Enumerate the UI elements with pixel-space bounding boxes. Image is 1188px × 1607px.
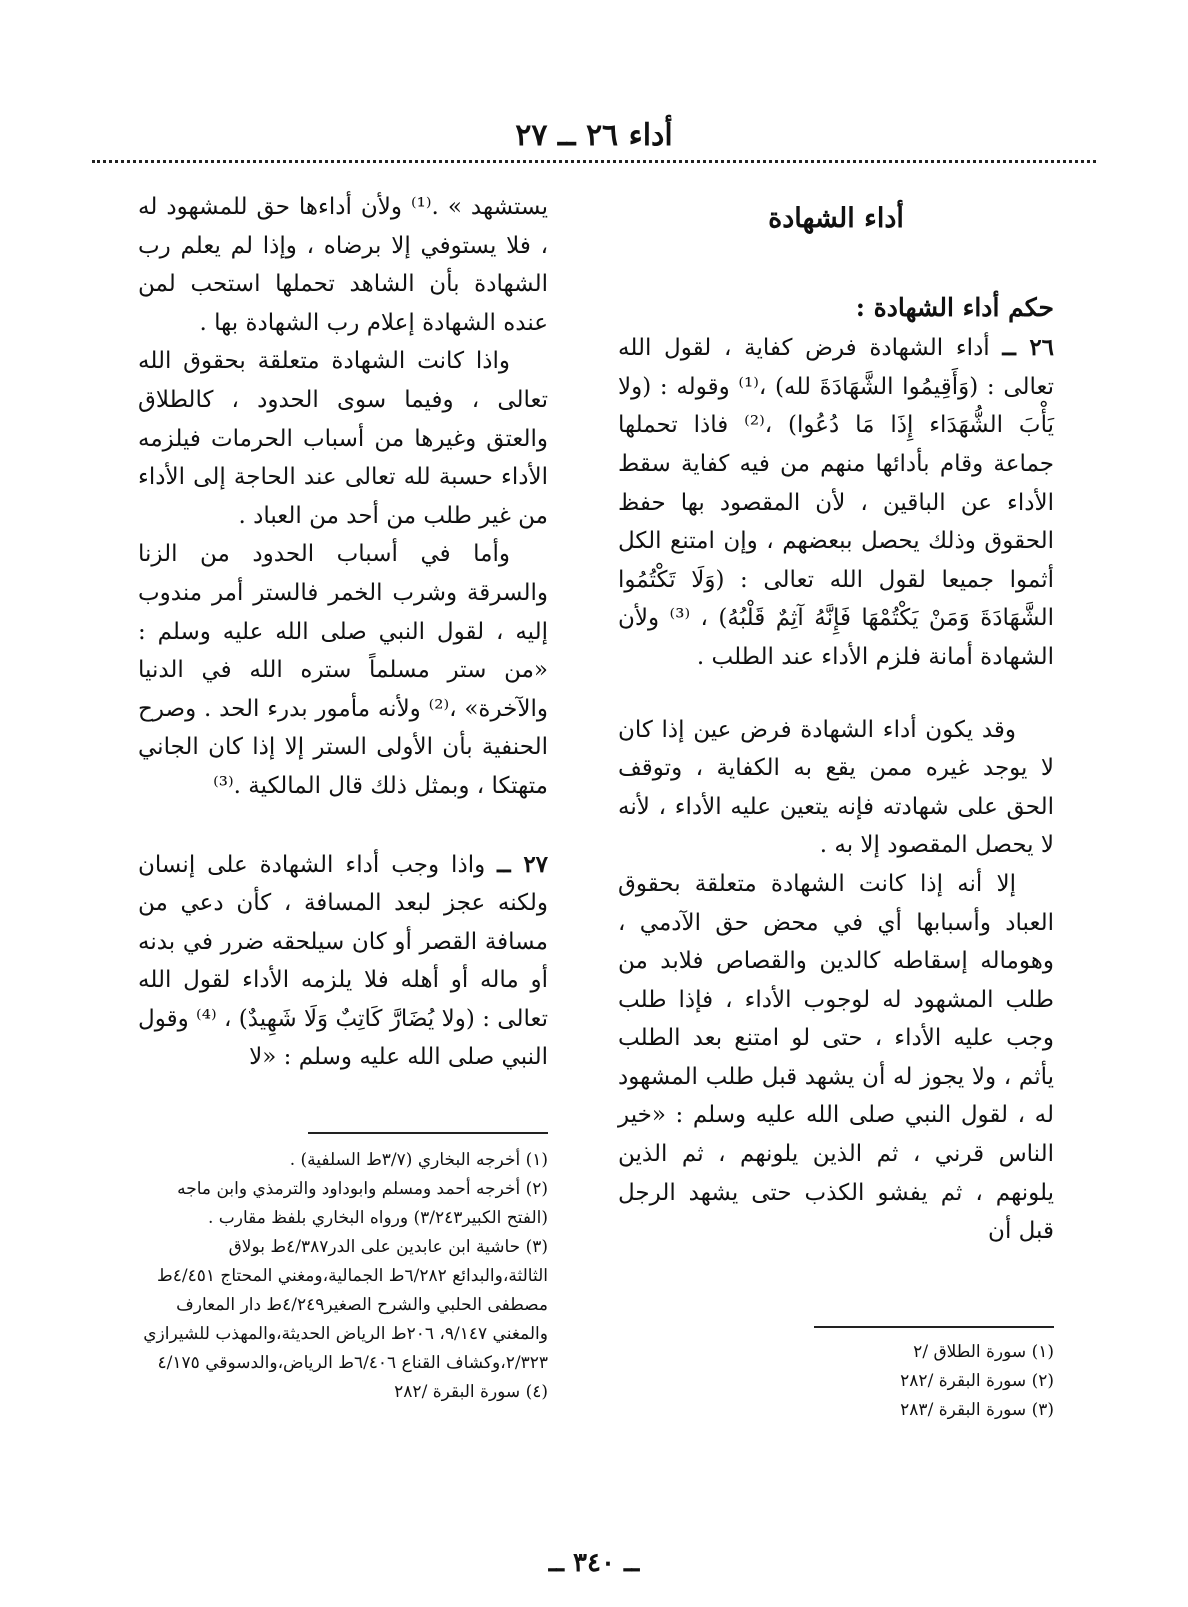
header-dotted-rule — [92, 160, 1096, 163]
page-number: ــ ٣٤٠ ــ — [548, 1548, 640, 1578]
paragraph: وقد يكون أداء الشهادة فرض عين إذا كان لا يوجد غيره ممن يقع به الكفاية ، وتوقف الحق على شهادته فإنه يتعين عليه الأداء ، لأنه لا يحصل المقصود إلا به . — [618, 716, 1054, 859]
paragraph: يستشهد » .⁽¹⁾ ولأن أداءها حق للمشهود له ، فلا يستوفي إلا برضاه ، وإذا لم يعلم رب الشهادة بأن الشاهد تحملها استحب لمن عنده الشهادة إعلام رب الشهادة بها . — [138, 194, 548, 336]
footnote: (٢) سورة البقرة /٢٨٢ — [900, 1371, 1054, 1391]
left-footnotes — [138, 1132, 548, 1407]
right-footnotes — [618, 1326, 1054, 1425]
footnote-rule — [814, 1326, 1054, 1328]
footnote: (٤) سورة البقرة /٢٨٢ — [394, 1382, 548, 1402]
paragraph-26 — [618, 329, 1054, 676]
paragraph-text: أداء الشهادة فرض كفاية ، لقول الله تعالى : (وَأَقِيمُوا الشَّهَادَةَ لله) ،⁽¹⁾ وقوله : (ولا يَأْبَ الشُّهَدَاء إِذَا مَا دُعُوا) ،⁽²⁾ فاذا تحملها جماعة وقام بأدائها منهم من فيه كفاية سقط الأداء عن الباقين ، لأن المقصود بها حفظ الحقوق وذلك يحصل ببعضهم ، وإن امتنع الكل أثموا جميعا لقول الله تعالى : (وَلَا تَكْتُمُوا الشَّهَادَةَ وَمَنْ يَكْتُمْهَا فَإِنَّهُ آثِمٌ قَلْبُهُ) ، ⁽³⁾ ولأن الشهادة أمانة فلزم الأداء عند الطلب . — [618, 335, 1055, 670]
subheading: حكم أداء الشهادة : — [855, 292, 1054, 322]
running-head: أداء ٢٦ ــ ٢٧ — [515, 118, 673, 153]
spacer — [618, 677, 1054, 711]
paragraph-text: واذا وجب أداء الشهادة على إنسان ولكنه عجز لبعد المسافة ، كأن دعي من مسافة القصر أو كان سيلحقه ضرر في بدنه أو ماله أو أهله فلا يلزمه الأداء لقول الله تعالى : (ولا يُضَارَّ كَاتِبٌ وَلَا شَهِيدٌ) ، ⁽⁴⁾ وقول النبي صلى الله عليه وسلم : «لا — [138, 851, 548, 1071]
footnote: (٣) سورة البقرة /٢٨٣ — [900, 1400, 1054, 1420]
paragraph-number: ٢٧ ــ — [497, 850, 549, 878]
paragraph-27 — [138, 846, 548, 1078]
left-column — [138, 188, 548, 1077]
footnote-rule — [308, 1132, 548, 1134]
right-column — [618, 192, 1054, 1251]
footnote: (١) أخرجه البخاري (٣/٧ط السلفية) . — [289, 1150, 548, 1170]
paragraph-number: ٢٦ ــ — [1002, 334, 1055, 362]
paragraph: واذا كانت الشهادة متعلقة بحقوق الله تعالى ، وفيما سوى الحدود ، كالطلاق والعتق وغيرها من أسباب الحرمات فيلزمه الأداء حسبة لله تعالى عند الحاجة إلى الأداء من غير طلب من أحد من العباد . — [138, 348, 548, 529]
spacer — [138, 806, 548, 846]
paragraph: وأما في أسباب الحدود من الزنا والسرقة وشرب الخمر فالستر أمر مندوب إليه ، لقول النبي صلى الله عليه وسلم : «من ستر مسلماً ستره الله في الدنيا والآخرة» ،⁽²⁾ ولأنه مأمور بدرء الحد . وصرح الحنفية بأن الأولى الستر إلا إذا كان الجاني متهتكا ، وبمثل ذلك قال المالكية .⁽³⁾ — [138, 541, 549, 799]
section-title: أداء الشهادة — [768, 203, 904, 234]
paragraph: إلا أنه إذا كانت الشهادة متعلقة بحقوق العباد وأسبابها أي في محض حق الآدمي ، وهوماله إسقاطه كالدين والقصاص فلابد من طلب المشهود له لوجوب الأداء ، فإذا طلب وجب عليه الأداء ، حتى لو امتنع بعد الطلب يأثم ، ولا يجوز له أن يشهد قبل طلب المشهود له ، لقول النبي صلى الله عليه وسلم : «خير الناس قرني ، ثم الذين يلونهم ، ثم الذين يلونهم ، ثم يفشو الكذب حتى يشهد الرجل قبل أن — [618, 870, 1054, 1245]
footnote: (٣) حاشية ابن عابدين على الدر٤/٣٨٧ط بولاق الثالثة،والبدائع ٦/٢٨٢ط الجمالية،ومغني المحتاج ٤/٤٥١ط مصطفى الحلبي والشرح الصغير٤/٢٤٩ط دار المعارف والمغني ٩/١٤٧، ٢٠٦ط الرياض الحديثة،والمهذب للشيرازي ٢/٣٢٣،وكشاف القناع ٦/٤٠٦ط الرياض،والدسوقي ٤/١٧٥ — [143, 1237, 548, 1373]
footnote: (٢) أخرجه أحمد ومسلم وابوداود والترمذي وابن ماجه (الفتح الكبير٣/٢٤٣) ورواه البخاري بلفظ مقارب . — [177, 1179, 548, 1228]
footnote: (١) سورة الطلاق /٢ — [913, 1342, 1054, 1362]
